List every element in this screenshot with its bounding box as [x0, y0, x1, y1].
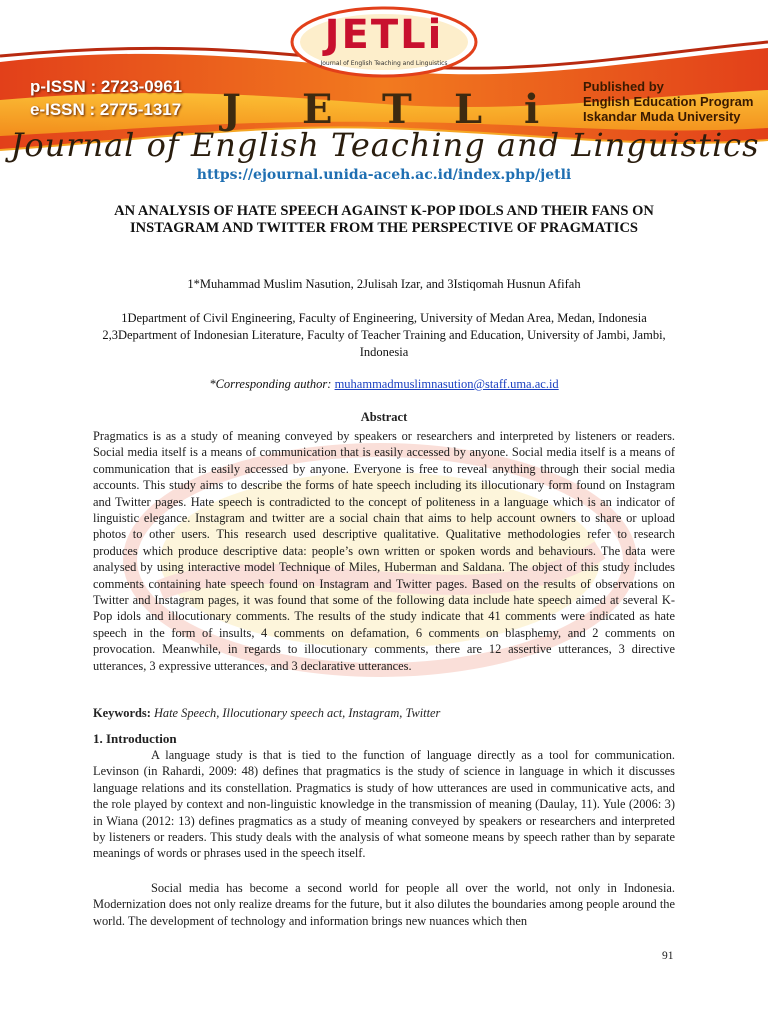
keywords	[93, 706, 675, 721]
abstract-heading: Abstract	[360, 410, 408, 424]
logo-subtitle: Journal of English Teaching and Linguistics	[320, 60, 448, 67]
journal-logo	[289, 6, 479, 78]
publisher-university: Iskandar Muda University	[583, 109, 741, 124]
letter-l: L	[454, 86, 483, 133]
section-heading: 1. Introduction	[93, 731, 177, 746]
keywords-list: Hate Speech, Illocutionary speech act, Instagram, Twitter	[153, 706, 441, 720]
affiliation-2: 2,3Department of Indonesian Literature, Faculty of Teacher Training and Education, University of Jambi, Jambi, Indonesia	[102, 328, 666, 359]
corresponding-email-link[interactable]: muhammadmuslimnasution@staff.uma.ac.id	[334, 377, 559, 391]
letter-j: J	[222, 86, 241, 133]
journal-banner	[0, 0, 768, 195]
published-by: Published by	[583, 79, 664, 94]
intro-paragraph-1: A language study is that is tied to the function of language directly as a tool for communication. Levinson (in Rahardi, 2009: 48) defines that pragmatics is the study of science in language in which it discusses language relations and its constellation. Pragmatics is study of how utterances are used in communicative acts, and the role played by context and non-linguistic knowledge in the transmission of meaning (Daulay, 11). Yule (2006: 3) in Wiana (2012: 13) defines pragmatics as a study of meaning conveyed by speakers or researchers and interpreted by listeners or readers. This study deals with the analysis of what someone means by speech rather than by separate meanings of words or phrases used in the speech itself.	[93, 748, 675, 861]
article-title: AN ANALYSIS OF HATE SPEECH AGAINST K-POP IDOLS AND THEIR FANS ON INSTAGRAM AND TWITTER FROM THE PERSPECTIVE OF PRAGMATICS	[114, 203, 654, 236]
affiliations	[90, 310, 678, 361]
affiliation-1: 1Department of Civil Engineering, Faculty of Engineering, University of Medan Area, Medan, Indonesia	[121, 311, 647, 325]
logo-text: JETLi	[324, 12, 444, 58]
intro-paragraph-2: Social media has become a second world for people all over the world, not only in Indonesia. Modernization does not only realize dreams for the future, but it also dilutes the boundaries among people around the world. The development of technology and information brings new nuances which then	[93, 881, 675, 928]
page-number: 91	[662, 950, 674, 962]
letter-t: T	[382, 86, 412, 133]
abstract-text: Pragmatics is as a study of meaning conveyed by speakers or researchers and interpreted by listeners or readers. Social media itself is a means of communication that is easily accessed by anyone. Social media itself is a means of communication that is easily accessed by anyone. Everyone is free to reveal anything through their social media accounts. This study aims to describe the forms of hate speech including its illocutionary form found on Instagram and Twitter pages. Hate speech is contradicted to the concept of politeness in a language which is an indicator of linguistic elegance. Instagram and twitter are a social chain that aims to help account owners to share or upload photos to other users. This research used descriptive qualitative. Qualitative methodologies refer to research produces which produce descriptive data: people’s own written or spoken words and behaviours. The data were analysed by using interactive model Technique of Miles, Huberman and Saldana. The object of this study includes comments containing hate speech found on Instagram and Twitter pages. Based on the results of observations on Twitter and Instagram pages, it was found that some of the following data include hate speech aimed at several K-Pop idols and illocutionary comments. The results of the study indicate that 41 comments were indicated as hate speech in the form of insults, 4 comments on defamation, 6 comments on blasphemy, and 2 comments on provocation. Meanwhile, in regards to illocutionary comments, there are 12 assertive utterances, 3 directive utterances, 3 expressive utterances, and 3 declarative utterances.	[93, 429, 675, 673]
corresponding-author	[0, 377, 768, 392]
publisher-program: English Education Program	[583, 94, 754, 109]
letter-i: i	[524, 86, 540, 133]
keywords-label: Keywords:	[93, 706, 151, 720]
letter-e: E	[302, 86, 333, 133]
journal-url-link[interactable]: https://ejournal.unida-aceh.ac.id/index.php/jetli	[196, 167, 572, 183]
e-issn: e-ISSN : 2775-1317	[30, 100, 182, 119]
journal-name: Journal of English Teaching and Linguistics	[10, 126, 760, 164]
corresponding-label: *Corresponding author:	[209, 377, 332, 391]
article-authors: 1*Muhammad Muslim Nasution, 2Julisah Izar, and 3Istiqomah Husnun Afifah	[187, 277, 581, 291]
p-issn: p-ISSN : 2723-0961	[30, 77, 183, 96]
